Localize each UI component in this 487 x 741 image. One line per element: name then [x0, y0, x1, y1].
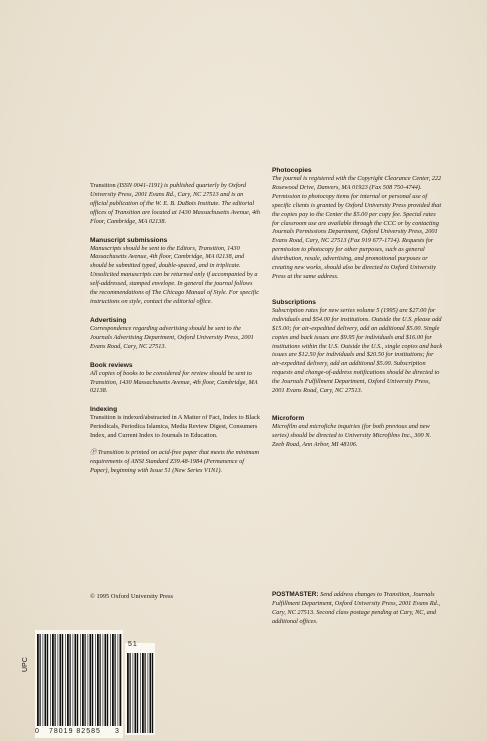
barcode-bar — [140, 653, 141, 733]
manuscript-text: Manuscripts should be sent to the Editors, Transition, 1430 Massachusetts Avenue, 4th floor, Cambridge, MA 02138, and should be submitted typed, double-spaced, and in triplicate. Unsolicited manuscripts can be returned only if accompanied by a self-addressed, stamped envelope. In general the journal follows the recommendations of The Chicago Manual of Style. For specific instructions on style, contact the editorial office. — [90, 244, 260, 305]
barcode-bar — [82, 634, 84, 726]
barcode-bar — [92, 634, 93, 726]
barcode-bar — [58, 634, 59, 726]
barcode-bar — [130, 653, 131, 733]
barcode-bar — [52, 634, 54, 726]
barcode-bar — [105, 634, 107, 726]
barcode-bar — [88, 634, 89, 726]
barcode-bar — [142, 653, 144, 733]
publication-info: Transition (ISSN 0041-1191) is published quarterly by Oxford University Press, 2001 Evans Rd., Cary, NC 27513 and is an official publication of the W. E. B. DuBois Institute. The editorial offices of Transition are located at 1430 Massachusetts Avenue, 4th Floor, Cambridge, MA 02138. — [90, 182, 261, 225]
barcode-addon-number: 51 — [128, 641, 138, 648]
postmaster-notice: POSTMASTER: Send address changes to Transition, Journals Fulfillment Department, Oxford University Press, 2001 Evans Rd., Cary, NC 27513. Second class postage pending at Cary, NC, and additional offices. — [272, 591, 440, 625]
barcode-bar — [45, 634, 47, 726]
indexing-heading: Indexing — [90, 406, 118, 414]
barcode-bar — [43, 634, 44, 726]
barcode-bar — [37, 634, 39, 726]
barcode-bar — [115, 634, 116, 726]
barcode-bar — [73, 634, 74, 726]
barcode-bar — [137, 653, 138, 733]
barcode-bar — [90, 634, 92, 726]
barcode — [35, 630, 123, 738]
barcode-bar — [75, 634, 77, 726]
barcode-number-main: 78019 82585 — [49, 728, 101, 735]
barcode-bar — [103, 634, 104, 726]
barcode-bar — [47, 634, 48, 726]
barcode-bar — [67, 634, 69, 726]
photocopies-text: The journal is registered with the Copyright Clearance Center, 222 Rosewood Drive, Danvers, MA 01923 (Fax 508 750-4744). Permission to photocopy items for internal or personal use of specific clients is granted by Oxford University Press provided that the copies pay to the Center the $5.00 per copy fee. Special rates for classroom use are available through the CCC or by contacting Journals Permissions Department, Oxford University Press, 2001 Evans Road, Cary, NC 27513 (Fax 919 677-1714). Requests for permission to photocopy for other purposes, such as general distribution, resale, advertising, and promotional purposes or creating new works, should also be directed to Oxford University Press at the same address. — [272, 175, 442, 280]
barcode-bar — [133, 653, 134, 733]
barcode-bar — [112, 634, 114, 726]
barcode-bar — [150, 653, 152, 733]
barcode-bar — [120, 634, 122, 726]
barcode-addon-bars — [125, 643, 155, 735]
advertising-text: Correspondence regarding advertising should be sent to the Journals Advertising Department, Oxford University Press, 2001 Evans Road, Cary, NC 27513. — [90, 324, 254, 350]
barcode-bar — [60, 634, 62, 726]
barcode-bar — [95, 634, 96, 726]
barcode-bar — [77, 634, 78, 726]
barcode-bar — [85, 634, 86, 726]
right-column — [272, 166, 444, 452]
manuscript-heading: Manuscript submissions — [90, 236, 168, 244]
barcode-bar — [100, 634, 101, 726]
barcode-number-right: 3 — [115, 728, 120, 735]
barcode-bar — [110, 634, 111, 726]
barcode-bar — [80, 634, 81, 726]
barcode-addon — [125, 643, 155, 735]
advertising-heading: Advertising — [90, 316, 127, 324]
barcode-bar — [97, 634, 99, 726]
indexing-text: Transition is indexed/abstracted in A Matter of Fact, Index to Black Periodicals, Periodica Islamica, Media Review Digest, Consumers Index, and Current Index to Journals in Education. — [90, 414, 260, 440]
barcode-bar — [62, 634, 63, 726]
subscriptions-heading: Subscriptions — [272, 298, 316, 306]
barcode-bar — [107, 634, 108, 726]
barcode-bars — [35, 630, 123, 738]
copyright-line: © 1995 Oxford University Press — [90, 593, 173, 600]
barcode-bar — [70, 634, 71, 726]
barcode-bar — [152, 653, 153, 733]
microform-heading: Microform — [272, 414, 305, 422]
subscriptions-text: Subscription rates for new series volume 5 (1995) are $27.00 for individuals and $54.00 for institutions. Outside the U.S. please add $15.00; for air-expedited delivery, add an additional $5.00. Single copies and back issues are $9.95 for individuals and $16.00 for institutions within the U.S. Outside the U.S., single copies and back issues are $12.50 for individuals and $20.50 for institutions; for air-expedited delivery, add an additional $5.00. Subscription requests and change-of-address notifications should be directed to the Journals Fulfillment Department, Oxford University Press, 2001 Evans Road, Cary, NC 27513. — [272, 306, 443, 395]
barcode-bar — [145, 653, 146, 733]
barcode-bar — [50, 634, 51, 726]
left-column — [90, 182, 260, 476]
barcode-bar — [127, 653, 129, 733]
barcode-bar — [55, 634, 56, 726]
barcode-bar — [135, 653, 137, 733]
photocopies-heading: Photocopies — [272, 167, 312, 174]
acid-free-paper-note: Ⓟ Transition is printed on acid-free paper that meets the minimum requirements of ANSI Standard Z39.48-1984 (Permanence of Paper), beginning with Issue 51 (New Series V1N1). — [90, 449, 260, 474]
barcode-bar — [65, 634, 66, 726]
barcode-bar — [40, 634, 41, 726]
barcode-number-left: 0 — [35, 728, 40, 735]
microform-text: Microfilm and microfiche inquiries (for both previous and new series) should be directed to University Microfilms Inc., 300 N. Zeeb Road, Ann Arbor, MI 48106. — [272, 422, 432, 448]
barcode-bar — [148, 653, 149, 733]
book-reviews-text: All copies of books to be considered for review should be sent to Transition, 1430 Massachusetts Avenue, 4th floor, Cambridge, MA 02138. — [90, 369, 258, 395]
book-reviews-heading: Book reviews — [90, 361, 133, 369]
upc-label: UPC — [22, 657, 29, 672]
barcode-bar — [118, 634, 119, 726]
